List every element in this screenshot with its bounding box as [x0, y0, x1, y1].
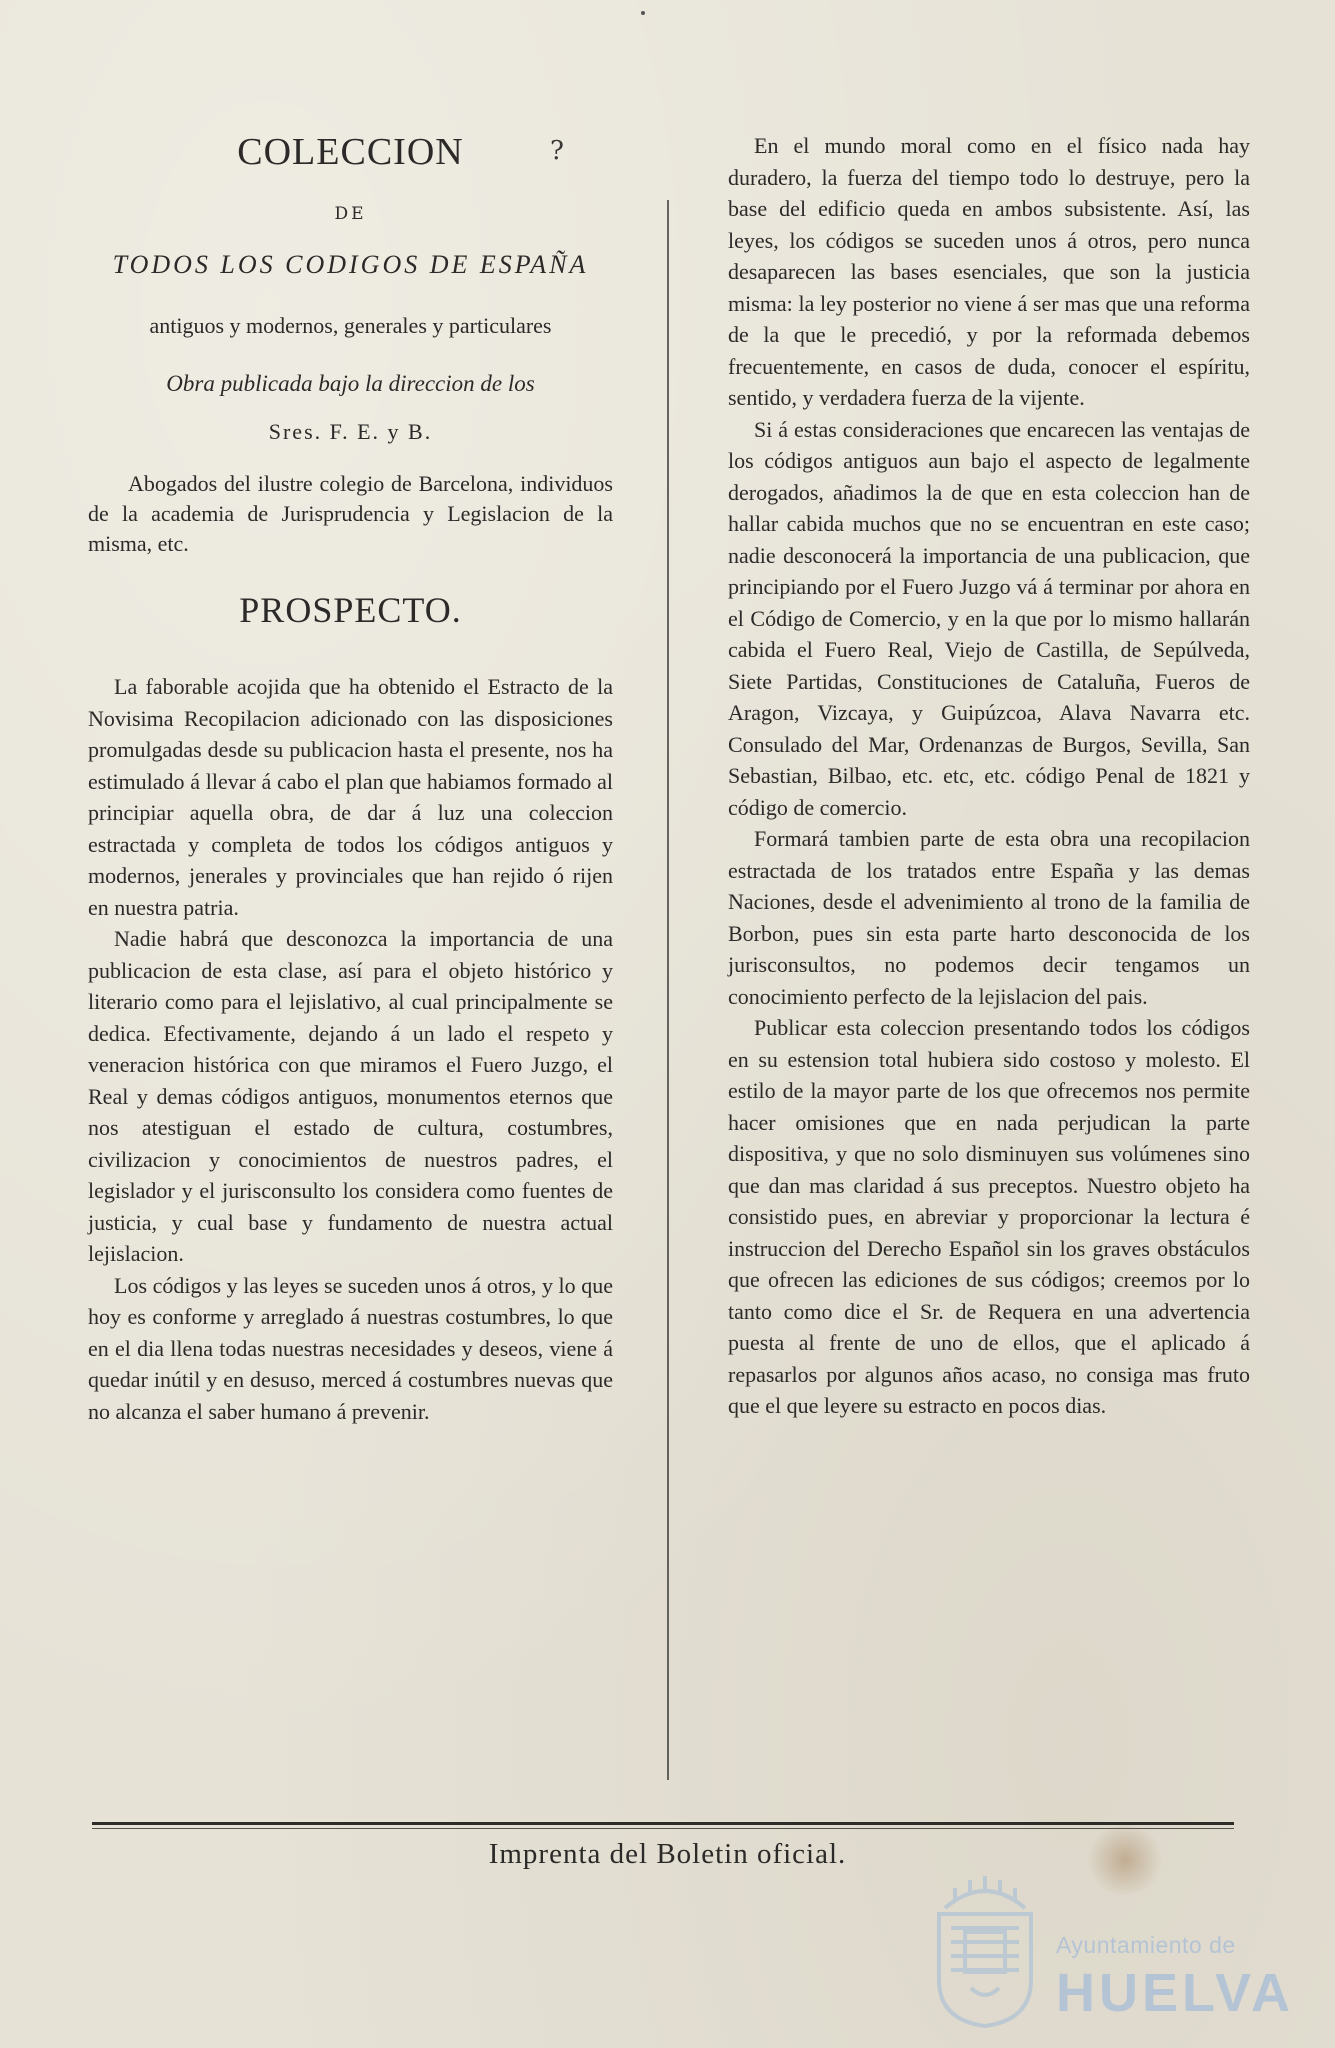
printer-mark: [641, 11, 645, 15]
prospecto-heading: PROSPECTO.: [239, 590, 462, 630]
huelva-coat-of-arms-icon: [925, 1870, 1045, 2030]
footer-rule: [92, 1822, 1234, 1825]
collection-subtitle: antiguos y modernos, generales y particulares: [149, 313, 552, 338]
paper-stain: [1085, 1825, 1165, 1895]
column-divider: [667, 200, 669, 1780]
page-title: COLECCION: [237, 131, 464, 173]
footer-rule-thin: [92, 1828, 1234, 1829]
left-column: [88, 130, 613, 1427]
title-connector: DE: [334, 204, 367, 224]
margin-mark: ?: [550, 136, 564, 166]
body-paragraph: Formará tambien parte de esta obra una recopilacion estractada de los tratados entre España y las demas Naciones, desde el advenimiento al trono de la familia de Borbon, pues sin esta parte harto desconocida de los jurisconsultos, no podemos decir tengamos un conocimiento perfecto de la lejislacion del pais.: [728, 826, 1250, 1009]
authors-line: Sres. F. E. y B.: [268, 419, 433, 444]
body-paragraph: Si á estas consideraciones que encarecen las ventajas de los códigos antiguos aun bajo el aspecto de legalmente derogados, añadimos la de que en esta coleccion han de hallar cabida muchos que no se encuentran en este caso; nadie desconocerá la importancia de una publicacion, que principiando por el Fuero Juzgo vá á terminar por ahora en el Código de Comercio, y en la que por lo mismo hallarán cabida el Fuero Real, Viejo de Castilla, de Sepúlveda, Siete Partidas, Constituciones de Cataluña, Fueros de Aragon, Vizcaya, y Guipúzcoa, Alava Navarra etc. Consulado del Mar, Ordenanzas de Burgos, Sevilla, San Sebastian, Bilbao, etc. etc, etc. código Penal de 1821 y código de comercio.: [728, 416, 1250, 820]
watermark-line1: Ayuntamiento de: [1056, 1932, 1236, 1958]
imprint-footer: Imprenta del Boletin oficial.: [488, 1838, 847, 1870]
body-paragraph: Los códigos y las leyes se suceden unos á otros, y lo que hoy es conforme y arreglado á nuestras costumbres, lo que en el dia llena todas nuestras necesidades y deseos, viene á quedar inútil y en desuso, merced á costumbres nuevas que no alcanza el saber humano á prevenir.: [88, 1272, 613, 1424]
body-paragraph: Nadie habrá que desconozca la importancia de una publicacion de esta clase, así para el objeto histórico y literario como para el lejislativo, al cual principalmente se dedica. Efectivamente, dejando á un lado el respeto y veneracion histórica con que miramos el Fuero Juzgo, el Real y demas códigos antiguos, monumentos eternos que nos atestiguan el estado de cultura, costumbres, civilizacion y conocimientos de nuestros padres, el legislador y el jurisconsulto los considera como fuentes de justicia, y cual base y fundamento de nuestra actual lejislacion.: [88, 926, 613, 1266]
body-paragraph: Publicar esta coleccion presentando todos los códigos en su estension total hubiera sido costoso y molesto. El estilo de la mayor parte de los que ofrecemos nos permite hacer omisiones que en nada perjudican la parte dispositiva, y que no solo disminuyen sus volúmenes sino que dan mas claridad á sus preceptos. Nuestro objeto ha consistido pues, en abreviar y proporcionar la lectura é instruccion del Derecho Español sin los graves obstáculos que ofrecen las ediciones de sus códigos; creemos por lo tanto como dice el Sr. de Requera en una advertencia puesta al frente de uno de ellos, que el aplicado á repasarlos por algunos años acaso, no consiga mas fruto que el que leyere su estracto en pocos dias.: [728, 1015, 1250, 1418]
affiliation-paragraph: Abogados del ilustre colegio de Barcelona, individuos de la academia de Jurisprudencia y Legislacion de la misma, etc.: [88, 471, 613, 556]
collection-title: TODOS LOS CODIGOS DE ESPAÑA: [112, 250, 589, 279]
left-body: [88, 671, 613, 1427]
direction-line: Obra publicada bajo la direccion de los: [166, 371, 535, 396]
right-column: [728, 130, 1250, 1422]
watermark-line2: HUELVA: [1056, 1963, 1294, 2023]
body-paragraph: En el mundo moral como en el físico nada hay duradero, la fuerza del tiempo todo lo destruye, pero la base del edificio queda en ambos subsistente. Así, las leyes, los códigos se suceden unos á otros, pero nunca desaparecen las bases esenciales, que son la justicia misma: la ley posterior no viene á ser mas que una reforma de la que le precedió, y por la reformada debemos frecuentemente, en casos de duda, conocer el espíritu, sentido, y verdadera fuerza de la vijente.: [728, 133, 1250, 410]
body-paragraph: La faborable acojida que ha obtenido el Estracto de la Novisima Recopilacion adicionado con las disposiciones promulgadas desde su publicacion hasta el presente, nos ha estimulado á llevar á cabo el plan que habiamos formado al principiar aquella obra, de dar á luz una coleccion estractada y completa de todos los códigos antiguos y modernos, jenerales y provinciales que han rejido ó rijen en nuestra patria.: [88, 674, 613, 920]
